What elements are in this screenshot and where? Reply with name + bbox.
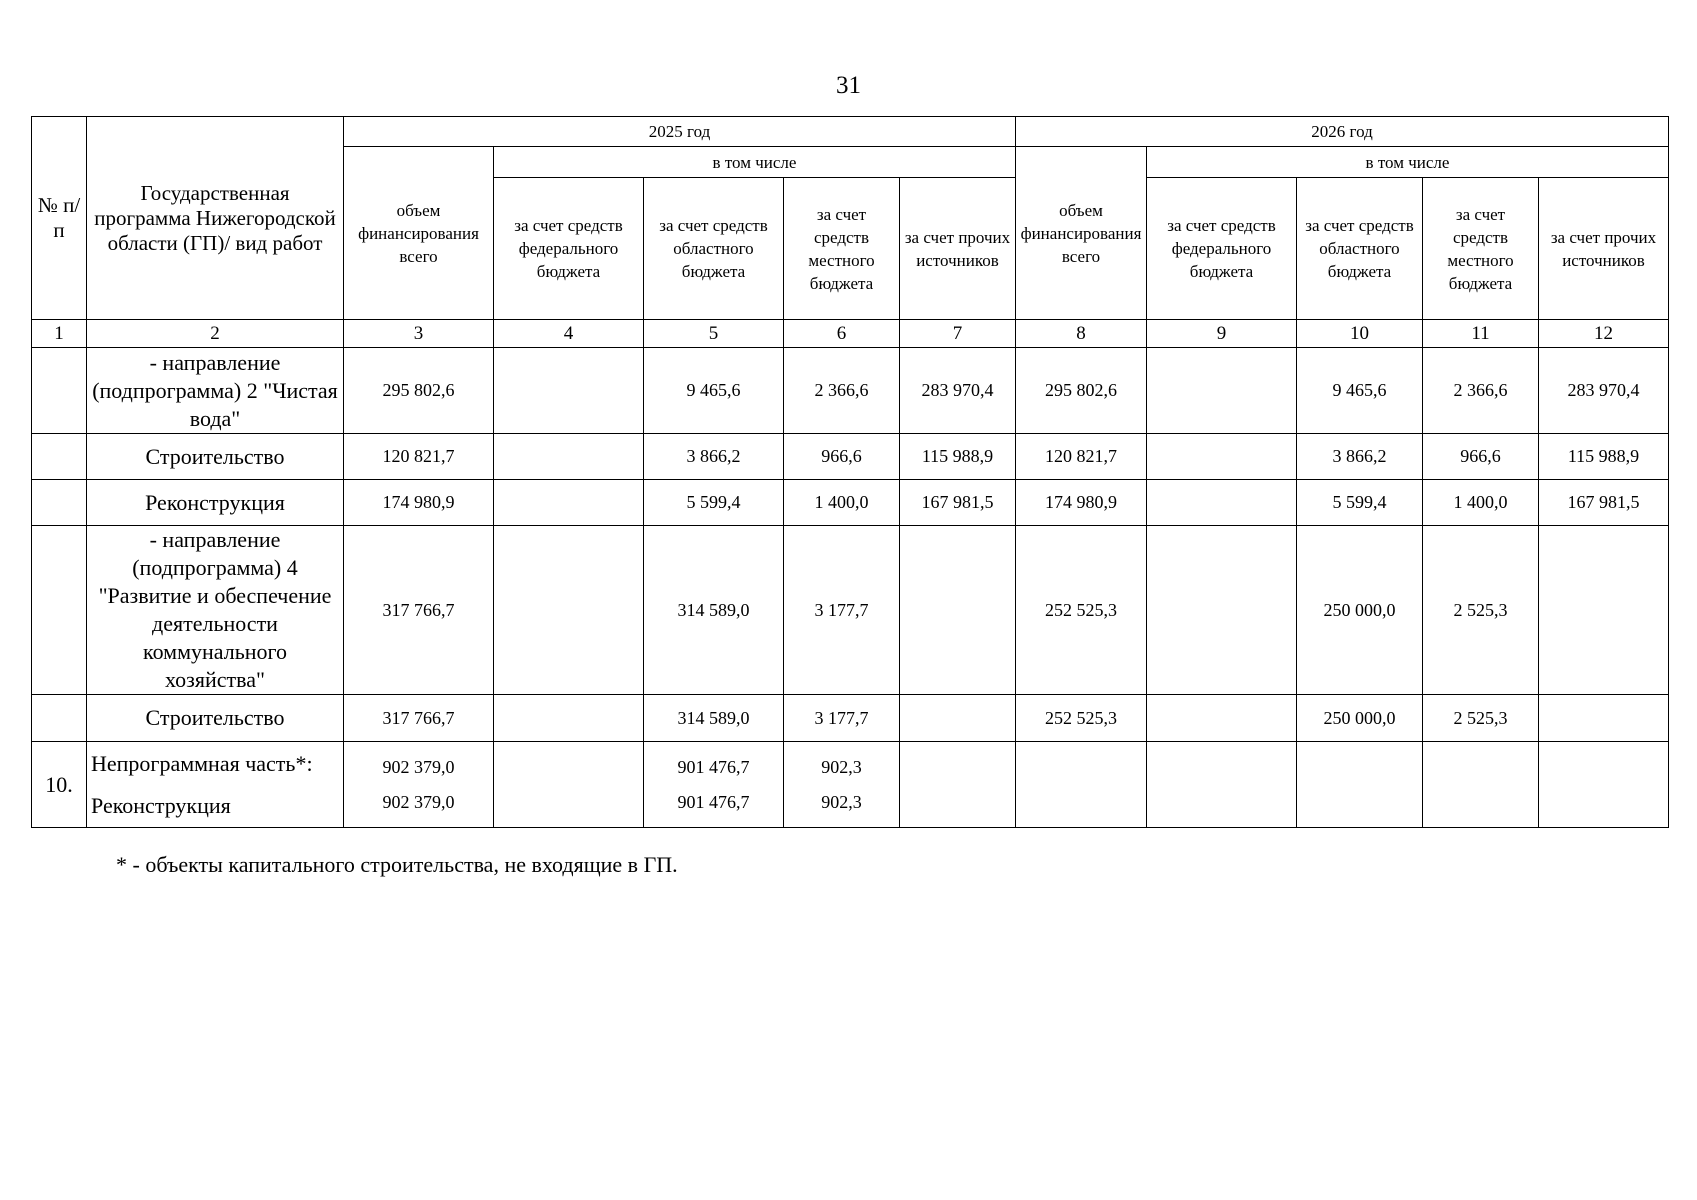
column-number: 2	[87, 320, 344, 348]
cell-value	[1147, 526, 1297, 695]
column-number: 5	[644, 320, 784, 348]
cell-value: 174 980,9	[1016, 480, 1147, 526]
cell-value-line2: 901 476,7	[677, 791, 750, 812]
footnote: * - объекты капитального строительства, не входящие в ГП.	[116, 852, 678, 877]
cell-value: 295 802,6	[1016, 348, 1147, 434]
cell-value	[1147, 348, 1297, 434]
cell-value	[900, 742, 1016, 828]
cell-value: 3 866,2	[1297, 434, 1423, 480]
cell-value	[494, 526, 644, 695]
cell-value: 250 000,0	[1297, 695, 1423, 742]
header-other-2025: за счет прочих источников	[900, 178, 1016, 320]
table-row	[32, 695, 1669, 742]
cell-value: 115 988,9	[1539, 434, 1669, 480]
row-name: Строительство	[87, 434, 344, 480]
table-row	[32, 480, 1669, 526]
cell-value: 314 589,0	[644, 526, 784, 695]
cell-value	[344, 742, 494, 828]
cell-value	[784, 742, 900, 828]
cell-value	[494, 348, 644, 434]
cell-value: 9 465,6	[644, 348, 784, 434]
row-number	[32, 526, 87, 695]
cell-value: 2 366,6	[784, 348, 900, 434]
cell-value: 9 465,6	[1297, 348, 1423, 434]
header-row-years	[32, 117, 1669, 147]
table-row	[32, 526, 1669, 695]
header-local-2025: за счет средств местного бюджета	[784, 178, 900, 320]
cell-value	[1423, 742, 1539, 828]
header-year-2026: 2026 год	[1016, 117, 1669, 147]
cell-value	[1297, 742, 1423, 828]
cell-value	[1539, 526, 1669, 695]
column-number: 4	[494, 320, 644, 348]
header-program: Государственная программа Нижегородской области (ГП)/ вид работ	[87, 117, 344, 320]
cell-value: 120 821,7	[1016, 434, 1147, 480]
header-local-2026: за счет средств местного бюджета	[1423, 178, 1539, 320]
cell-value	[1147, 742, 1297, 828]
cell-value	[1539, 742, 1669, 828]
column-number: 7	[900, 320, 1016, 348]
row-name-line1: Непрограммная часть*:	[91, 750, 313, 776]
row-name: Строительство	[87, 695, 344, 742]
cell-value: 1 400,0	[784, 480, 900, 526]
header-regional-2026: за счет средств областного бюджета	[1297, 178, 1423, 320]
column-number: 11	[1423, 320, 1539, 348]
page-number: 31	[836, 72, 861, 99]
cell-value	[900, 695, 1016, 742]
row-name: Реконструкция	[87, 480, 344, 526]
cell-value: 317 766,7	[344, 695, 494, 742]
cell-value: 317 766,7	[344, 526, 494, 695]
cell-value: 2 366,6	[1423, 348, 1539, 434]
column-number: 1	[32, 320, 87, 348]
header-other-2026: за счет прочих источников	[1539, 178, 1669, 320]
cell-value: 283 970,4	[1539, 348, 1669, 434]
cell-value: 283 970,4	[900, 348, 1016, 434]
budget-table	[31, 116, 1669, 828]
cell-value: 3 177,7	[784, 695, 900, 742]
header-regional-2025: за счет средств областного бюджета	[644, 178, 784, 320]
column-number: 3	[344, 320, 494, 348]
header-federal-2025: за счет средств федерального бюджета	[494, 178, 644, 320]
cell-value: 5 599,4	[1297, 480, 1423, 526]
cell-value	[900, 526, 1016, 695]
header-total-2026: объем финансирования всего	[1016, 147, 1147, 320]
cell-value: 250 000,0	[1297, 526, 1423, 695]
cell-value	[494, 434, 644, 480]
column-number: 9	[1147, 320, 1297, 348]
column-number: 10	[1297, 320, 1423, 348]
cell-value: 3 177,7	[784, 526, 900, 695]
header-total-2025: объем финансирования всего	[344, 147, 494, 320]
header-including-2025: в том числе	[494, 147, 1016, 178]
column-number: 8	[1016, 320, 1147, 348]
cell-value	[1016, 742, 1147, 828]
cell-value: 966,6	[1423, 434, 1539, 480]
row-number	[32, 348, 87, 434]
cell-value: 252 525,3	[1016, 695, 1147, 742]
cell-value-line2: 902,3	[821, 791, 862, 812]
header-year-2025: 2025 год	[344, 117, 1016, 147]
cell-value: 167 981,5	[900, 480, 1016, 526]
column-number: 6	[784, 320, 900, 348]
header-no: № п/п	[32, 117, 87, 320]
cell-value-line1: 902,3	[821, 756, 862, 777]
row-number	[32, 695, 87, 742]
cell-value: 2 525,3	[1423, 526, 1539, 695]
header-including-2026: в том числе	[1147, 147, 1669, 178]
cell-value: 252 525,3	[1016, 526, 1147, 695]
cell-value	[494, 695, 644, 742]
cell-value	[1147, 480, 1297, 526]
cell-value: 5 599,4	[644, 480, 784, 526]
cell-value	[494, 742, 644, 828]
cell-value-line2: 902 379,0	[382, 791, 455, 812]
column-number-row	[32, 320, 1669, 348]
cell-value: 120 821,7	[344, 434, 494, 480]
cell-value: 314 589,0	[644, 695, 784, 742]
cell-value-line1: 901 476,7	[677, 756, 750, 777]
cell-value: 295 802,6	[344, 348, 494, 434]
column-number: 12	[1539, 320, 1669, 348]
cell-value	[1147, 434, 1297, 480]
cell-value	[1147, 695, 1297, 742]
cell-value: 966,6	[784, 434, 900, 480]
row-name: - направление (подпрограмма) 4 "Развитие и обеспечение деятельности коммунального хозяйства"	[87, 526, 344, 695]
cell-value: 115 988,9	[900, 434, 1016, 480]
cell-value: 3 866,2	[644, 434, 784, 480]
header-federal-2026: за счет средств федерального бюджета	[1147, 178, 1297, 320]
row-name	[87, 742, 344, 828]
row-number	[32, 434, 87, 480]
table-row	[32, 434, 1669, 480]
row-number	[32, 480, 87, 526]
table-row-nonprogram	[32, 742, 1669, 828]
table-row	[32, 348, 1669, 434]
cell-value: 2 525,3	[1423, 695, 1539, 742]
cell-value	[494, 480, 644, 526]
row-name-line2: Реконструкция	[91, 792, 231, 818]
cell-value: 1 400,0	[1423, 480, 1539, 526]
row-number: 10.	[32, 742, 87, 828]
cell-value: 174 980,9	[344, 480, 494, 526]
row-name: - направление (подпрограмма) 2 "Чистая вода"	[87, 348, 344, 434]
cell-value	[1539, 695, 1669, 742]
cell-value: 167 981,5	[1539, 480, 1669, 526]
cell-value-line1: 902 379,0	[382, 756, 455, 777]
cell-value	[644, 742, 784, 828]
